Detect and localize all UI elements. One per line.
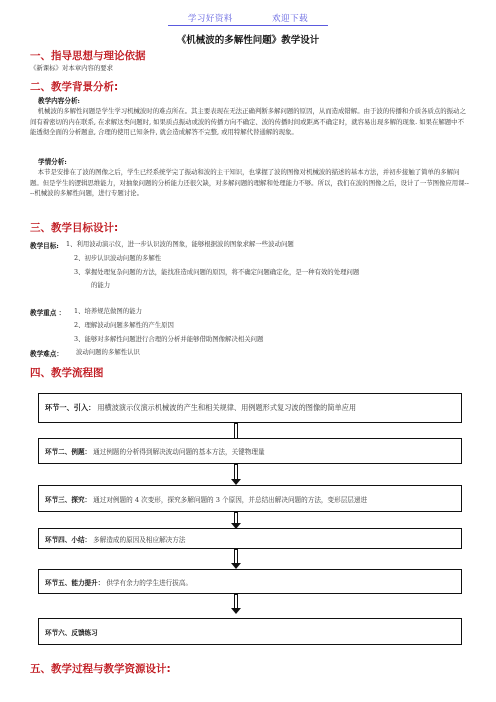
header-rule [168, 25, 328, 26]
content-analysis-text: 机械波的多解性问题是学生学习机械波时的难点所在。其主要表现在无法正确判断多解问题的原因，从而造成错解。由于波的传播和介质各质点的振动之间有着密切的内在联系, 在求解这类问题时, 如果质点振动或波的传播方向不确定、波的传播时间或距离不确定时，就容易出现多解的现象. 如果在解题中不能透彻全面的分析题意, 合理的使用已知条件, 就会造成解答不完整, 或用特解代替通解的现象。 [30, 107, 466, 136]
flow-step-text: 用横波演示仪演示机械波的产生和相关规律、用例题形式复习波的图像的简单应用 [97, 403, 357, 412]
section1-heading: 一、指导思想与理论依据 [30, 50, 146, 62]
flow-step-1 [38, 393, 462, 423]
flow-step-label: 环节四、小结： [45, 535, 92, 544]
flow-step-label: 环节五、能力提升： [45, 578, 105, 587]
focus-label: 教学重点 ： [30, 309, 66, 317]
flow-step-label: 环节六、反馈练习 [45, 628, 98, 637]
flow-step-4 [38, 528, 462, 549]
header-left-text: 学习好资料 [187, 14, 233, 24]
section1-text: 《新课标》对本章内容的要求 [30, 64, 114, 72]
difficulty-text: 波动问题的多解性认识 [76, 348, 140, 356]
flow-step-3 [38, 485, 462, 512]
goal-item: 3、掌握处理复杂问题的方法，能找准造成问题的原因，将不确定问题确定化，是一种有效的处理问题 [74, 268, 360, 276]
goals-label: 教学目标: [30, 242, 59, 250]
difficulty-label: 教学难点： [30, 350, 63, 358]
flow-step-label: 环节三、探究： [45, 495, 92, 504]
section3-heading: 三、教学目标设计: [30, 222, 119, 234]
focus-item: 1、培养规范做图的能力 [74, 307, 142, 315]
flow-step-text: 通过例题的分析得到解决波动问题的基本方法，关键物理量 [93, 448, 265, 456]
flow-step-label: 环节二、例题： [45, 448, 92, 456]
section2-heading: 二、教学背景分析: [30, 81, 119, 93]
document-title: 《机械波的多解性问题》教学设计 [176, 35, 320, 46]
content-analysis-label: 教学内容分析: [38, 97, 80, 105]
section4-heading: 四、教学流程图 [30, 367, 104, 379]
flow-step-text: 多解造成的原因及相应解决方法 [93, 535, 186, 544]
flow-step-5 [38, 569, 462, 594]
page-header [0, 12, 496, 24]
focus-item: 2、理解波动问题多解性的产生原因 [74, 321, 174, 329]
section5-heading: 五、教学过程与教学资源设计: [30, 663, 171, 675]
flow-step-label: 环节一、引入： [45, 403, 96, 412]
learner-analysis-label: 学情分析: [38, 158, 67, 166]
flow-step-text: 通过对例题的 4 次变形，探究多解问题的 3 个原因，并总结出解决问题的方法，变形层层递进 [93, 495, 368, 504]
goal-item: 1、利用波动演示仪，进一步认识波的图象，能够根据波的图象求解一些波动问题 [66, 240, 294, 248]
header-right-text: 欢迎下载 [272, 14, 309, 24]
goal-item: 2、初步认识波动问题的多解性 [74, 254, 162, 262]
flow-step-text: 供学有余力的学生进行拔高。 [106, 578, 193, 587]
learner-analysis-text: 本节是安排在了波的图像之后，学生已经系统学完了振动和波的主干知识，也掌握了波的图像对机械波的描述的基本方法，并初步接触了简单的多解问题。但是学生的逻辑思维能力，对抽象问题的分析能力还很欠缺，对多解问题的理解和处理能力不够。所以，我们在波的图像之后，设计了一节图像应用课----机械波的多解性问题，进行专题讨论。 [30, 168, 469, 197]
focus-item: 3、能够对多解性问题进行合理的分析并能够借助图像解决相关问题 [74, 335, 264, 343]
goal-item: 的能力 [91, 281, 111, 289]
flow-step-6 [38, 618, 462, 645]
flow-step-2 [38, 438, 462, 464]
